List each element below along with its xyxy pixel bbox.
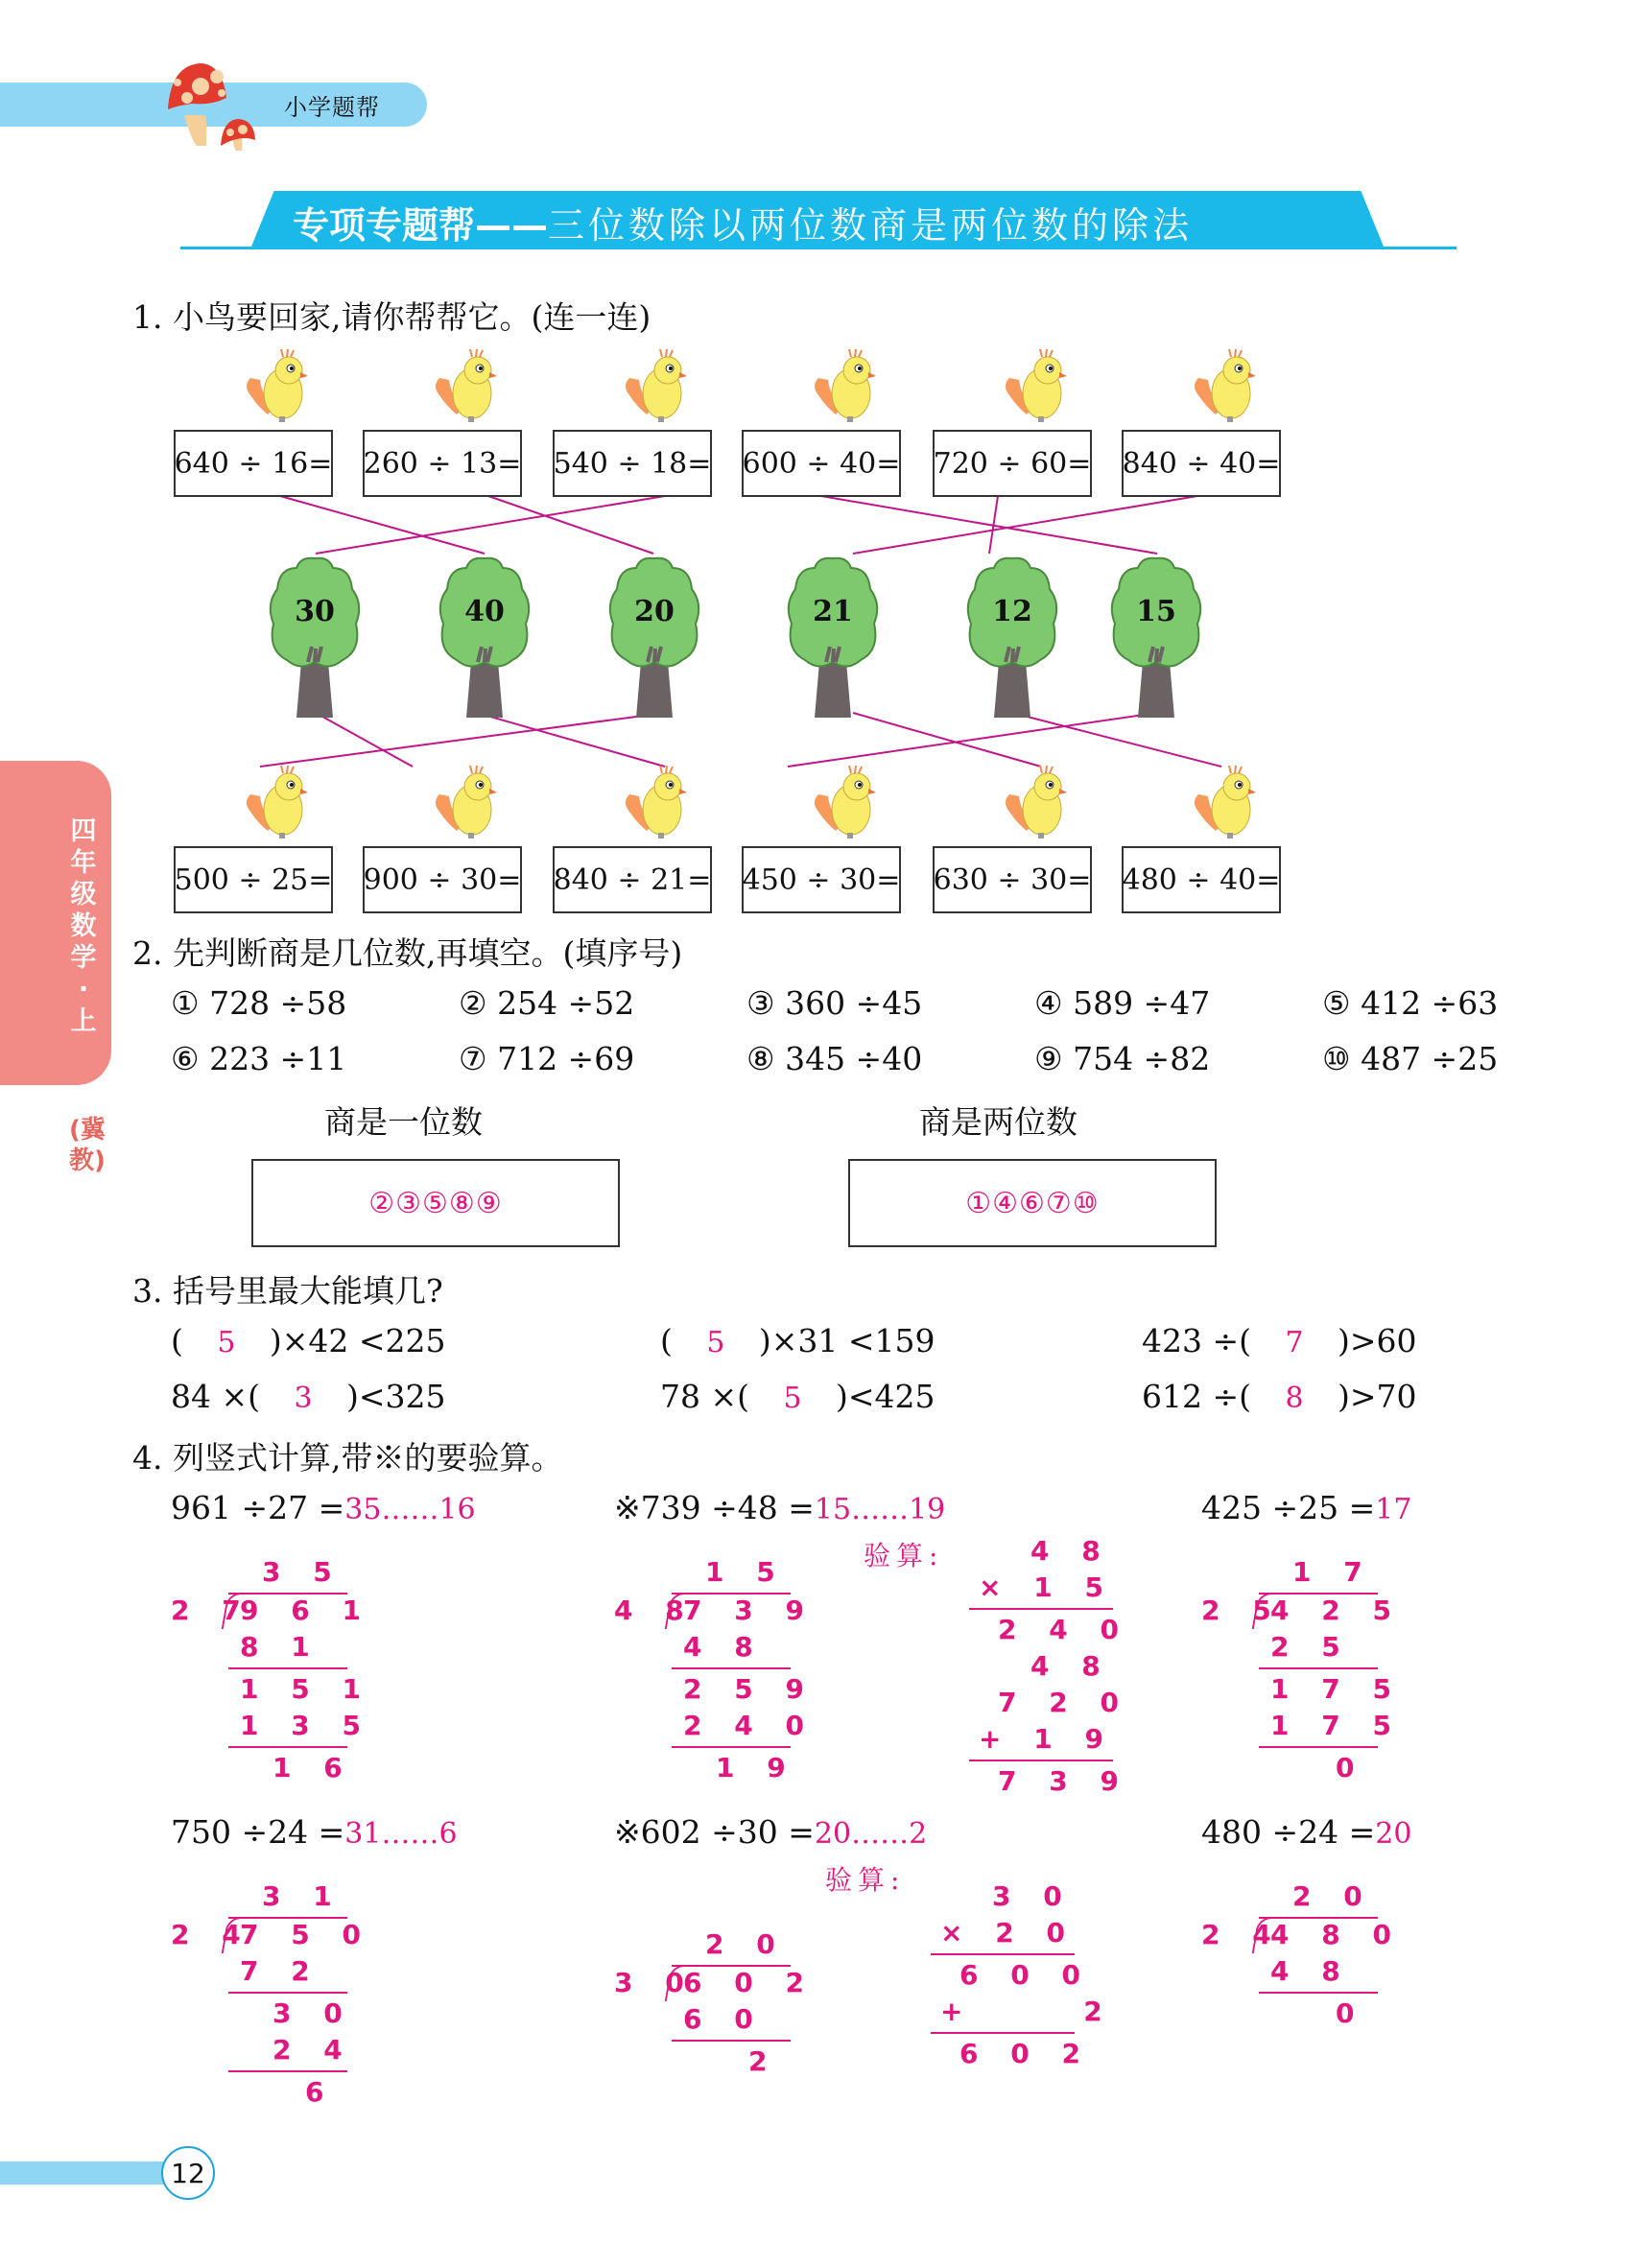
q4-problem-header: [1201, 1489, 1411, 1526]
quotient: 2 0: [1292, 1880, 1374, 1912]
q1-prompt: 1. 小鸟要回家,请你帮帮它。(连一连): [132, 298, 651, 336]
bird-icon: [620, 766, 697, 840]
footer-bar: [0, 2162, 173, 2185]
top-equation-box[interactable]: 840 ÷ 40=: [1122, 430, 1281, 497]
q2-item: ⑨ 754 ÷82: [1034, 1040, 1211, 1077]
q4-expression: ※739 ÷48 =: [614, 1489, 815, 1526]
long-division: [614, 1556, 816, 1806]
division-line: [672, 2040, 791, 2042]
q2-prompt: 2. 先判断商是几位数,再填空。(填序号): [132, 934, 683, 972]
division-line: [672, 1667, 791, 1669]
tree-icon[interactable]: [780, 555, 886, 718]
divisor: 2 5: [1201, 1595, 1283, 1626]
brand-name: 小学题帮: [284, 94, 380, 121]
q4-prompt: 4. 列竖式计算,带※的要验算。: [132, 1439, 563, 1477]
q3-post: )<425: [836, 1378, 935, 1415]
dividend: 7 3 9: [683, 1595, 816, 1626]
bird-icon: [1000, 766, 1077, 840]
check-line: [969, 1608, 1113, 1610]
division-line: [228, 1746, 347, 1748]
bird-icon: [241, 766, 318, 840]
long-division: [1201, 1556, 1403, 1806]
tree-icon[interactable]: [602, 555, 707, 718]
check-multiplication: [921, 1880, 1158, 2130]
q4-problem-header: [171, 1813, 458, 1851]
top-equation-box[interactable]: 260 ÷ 13=: [363, 430, 522, 497]
q4-problem-header: [171, 1489, 476, 1526]
division-step: 4 8: [1270, 1955, 1352, 1987]
two-digit-label: 商是两位数: [919, 1103, 1077, 1141]
bottom-equation-box[interactable]: 450 ÷ 30=: [742, 846, 901, 913]
division-step: 2 4 0: [683, 1710, 816, 1741]
q3-pre: (: [660, 1322, 673, 1359]
division-step: 1 3 5: [240, 1710, 372, 1741]
division-step: 4 8: [683, 1631, 765, 1663]
check-multiplication: [959, 1535, 1130, 1797]
quotient: 3 1: [262, 1880, 343, 1912]
long-division: [171, 1880, 372, 2130]
q4-problem-header: [1201, 1813, 1411, 1851]
q4-expression: 480 ÷24 =: [1201, 1813, 1376, 1851]
q2-item: ② 254 ÷52: [459, 984, 635, 1022]
division-step: 1 9: [716, 1752, 797, 1784]
q2-item: ⑥ 223 ÷11: [171, 1040, 347, 1077]
division-line: [228, 2070, 347, 2072]
bird-icon: [241, 349, 318, 424]
division-step: 2 5 9: [683, 1673, 816, 1705]
q2-item: ① 728 ÷58: [171, 984, 347, 1022]
long-division: [614, 1928, 816, 2178]
q2-item: ④ 589 ÷47: [1034, 984, 1211, 1022]
top-equation-box[interactable]: 720 ÷ 60=: [933, 430, 1092, 497]
bird-icon: [1000, 349, 1077, 424]
quotient: 1 7: [1292, 1556, 1374, 1588]
bird-icon: [430, 349, 507, 424]
bottom-equation-box[interactable]: 500 ÷ 25=: [174, 846, 333, 913]
tree-number: 12: [992, 595, 1032, 628]
division-line: [228, 1992, 347, 1994]
long-division: [171, 1556, 372, 1806]
divisor: 4 8: [614, 1595, 696, 1626]
q3-prompt: 3. 括号里最大能填几?: [132, 1272, 443, 1310]
q4-answer[interactable]: 15……19: [814, 1493, 946, 1526]
title-sub: 三位数除以两位数商是两位数的除法: [548, 204, 1194, 247]
quotient: 3 5: [262, 1556, 343, 1588]
q2-item: ⑦ 712 ÷69: [459, 1040, 635, 1077]
divisor: 2 7: [171, 1595, 252, 1626]
check-step: 4 8: [1030, 1535, 1112, 1567]
tree-number: 30: [295, 595, 335, 628]
top-equation-box[interactable]: 640 ÷ 16=: [174, 430, 333, 497]
dividend: 4 8 0: [1270, 1919, 1403, 1950]
check-step: + 2: [940, 1996, 1158, 2027]
tree-number: 21: [813, 595, 853, 628]
q3-item: [171, 1378, 446, 1415]
q4-answer[interactable]: 35……16: [344, 1493, 476, 1526]
bird-icon: [430, 766, 507, 840]
division-step: 0: [1336, 1997, 1366, 2029]
q3-answer[interactable]: 3: [294, 1382, 313, 1415]
divisor: 2 4: [171, 1919, 252, 1950]
bottom-equation-box[interactable]: 900 ÷ 30=: [363, 846, 522, 913]
division-step: 0: [1336, 1752, 1366, 1784]
q3-post: )>60: [1338, 1322, 1417, 1359]
q3-answer[interactable]: 8: [1285, 1382, 1304, 1415]
q4-problem-header: [614, 1813, 927, 1851]
check-label: 验算:: [825, 1864, 906, 1896]
division-step: 2 5: [1270, 1631, 1352, 1663]
dividend: 7 5 0: [240, 1919, 372, 1950]
q3-answer[interactable]: 5: [783, 1382, 802, 1415]
division-step: 3 0: [272, 1997, 354, 2029]
check-step: × 1 5: [979, 1571, 1115, 1603]
check-step: 7 3 9: [998, 1765, 1130, 1797]
quotient: 2 0: [705, 1928, 787, 1960]
q4-answer[interactable]: 17: [1375, 1493, 1412, 1526]
check-step: 7 2 0: [998, 1687, 1130, 1718]
q3-item: [1142, 1322, 1417, 1359]
division-step: 7 2: [240, 1955, 321, 1987]
division-step: 1 7 5: [1270, 1710, 1403, 1741]
bottom-equation-box[interactable]: 630 ÷ 30=: [933, 846, 1092, 913]
q3-answer[interactable]: 7: [1285, 1326, 1304, 1359]
division-step: 2: [748, 2045, 779, 2077]
check-step: × 2 0: [940, 1917, 1077, 1949]
one-digit-label: 商是一位数: [324, 1103, 483, 1141]
q2-item: ⑧ 345 ÷40: [746, 1040, 923, 1077]
divisor: 2 4: [1201, 1919, 1283, 1950]
division-line: [228, 1667, 347, 1669]
q3-answer[interactable]: 5: [706, 1326, 725, 1359]
tree-icon[interactable]: [1103, 555, 1209, 718]
division-step: 1 5 1: [240, 1673, 372, 1705]
division-line: [1259, 1992, 1378, 1994]
q3-item: [660, 1378, 935, 1415]
grade-label: 四年级数学·上: [70, 816, 97, 1036]
bird-icon: [1189, 349, 1266, 424]
q3-pre: 84 ×(: [171, 1378, 261, 1415]
division-step: 6: [305, 2076, 336, 2108]
bird-icon: [809, 766, 886, 840]
quotient: 1 5: [705, 1556, 787, 1588]
two-digit-answer-box[interactable]: ①④⑥⑦⑩: [848, 1159, 1217, 1247]
tree-icon[interactable]: [959, 555, 1065, 718]
title-main: 专项专题帮——: [293, 204, 549, 247]
division-step: 1 6: [272, 1752, 354, 1784]
division-step: 6 0: [683, 2003, 765, 2035]
top-equation-box[interactable]: 540 ÷ 18=: [553, 430, 712, 497]
division-step: 8 1: [240, 1631, 321, 1663]
one-digit-answer-box[interactable]: ②③⑤⑧⑨: [251, 1159, 620, 1247]
tree-number: 15: [1136, 595, 1176, 628]
check-step: 6 0 2: [959, 2038, 1092, 2069]
q2-item: ⑤ 412 ÷63: [1322, 984, 1499, 1022]
q3-post: )>70: [1338, 1378, 1417, 1415]
q4-expression: ※602 ÷30 =: [614, 1813, 815, 1851]
q2-item: ⑩ 487 ÷25: [1322, 1040, 1499, 1077]
q4-answer[interactable]: 20: [1375, 1817, 1412, 1851]
q4-problem-header: [614, 1489, 945, 1526]
division-line: [672, 1746, 791, 1748]
q4-expression: 750 ÷24 =: [171, 1813, 345, 1851]
q3-pre: 423 ÷(: [1142, 1322, 1252, 1359]
q3-post: )×31 <159: [758, 1322, 935, 1359]
division-line: [1259, 1667, 1378, 1669]
check-step: 4 8: [1030, 1650, 1112, 1682]
division-step: 2 4: [272, 2034, 354, 2066]
check-line: [931, 2032, 1075, 2034]
bottom-equation-box[interactable]: 480 ÷ 40=: [1122, 846, 1281, 913]
check-line: [931, 1953, 1075, 1955]
q4-expression: 961 ÷27 =: [171, 1489, 345, 1526]
q3-pre: (: [171, 1322, 183, 1359]
check-step: 6 0 0: [959, 1959, 1092, 1991]
bottom-equation-box[interactable]: 840 ÷ 21=: [553, 846, 712, 913]
dividend: 6 0 2: [683, 1967, 816, 1998]
q2-item: ③ 360 ÷45: [746, 984, 923, 1022]
dividend: 4 2 5: [1270, 1595, 1403, 1626]
tree-icon[interactable]: [262, 555, 367, 718]
dividend: 9 6 1: [240, 1595, 372, 1626]
long-division: [1201, 1880, 1403, 2130]
check-label: 验算:: [864, 1540, 944, 1571]
q3-answer[interactable]: 5: [217, 1326, 236, 1359]
tree-number: 40: [464, 595, 505, 628]
division-step: 1 7 5: [1270, 1673, 1403, 1705]
edition-label: (冀教): [69, 1116, 106, 1175]
page-number: 12: [161, 2146, 215, 2200]
check-step: 3 0: [992, 1880, 1074, 1912]
q4-answer[interactable]: 20……2: [814, 1817, 928, 1851]
bird-icon: [809, 349, 886, 424]
tree-number: 20: [634, 595, 675, 628]
q3-item: [1142, 1378, 1417, 1415]
q3-item: [171, 1322, 446, 1359]
q3-pre: 612 ÷(: [1142, 1378, 1252, 1415]
q3-post: )×42 <225: [269, 1322, 446, 1359]
tree-icon[interactable]: [432, 555, 537, 718]
top-equation-box[interactable]: 600 ÷ 40=: [742, 430, 901, 497]
q3-item: [660, 1322, 935, 1359]
check-step: + 1 9: [979, 1723, 1115, 1755]
q4-expression: 425 ÷25 =: [1201, 1489, 1376, 1526]
q3-pre: 78 ×(: [660, 1378, 750, 1415]
q3-post: )<325: [346, 1378, 446, 1415]
bird-icon: [1189, 766, 1266, 840]
q4-answer[interactable]: 31……6: [344, 1817, 458, 1851]
bird-icon: [620, 349, 697, 424]
check-step: 2 4 0: [998, 1614, 1130, 1645]
check-line: [969, 1760, 1113, 1761]
divisor: 3 0: [614, 1967, 696, 1998]
division-line: [1259, 1746, 1378, 1748]
